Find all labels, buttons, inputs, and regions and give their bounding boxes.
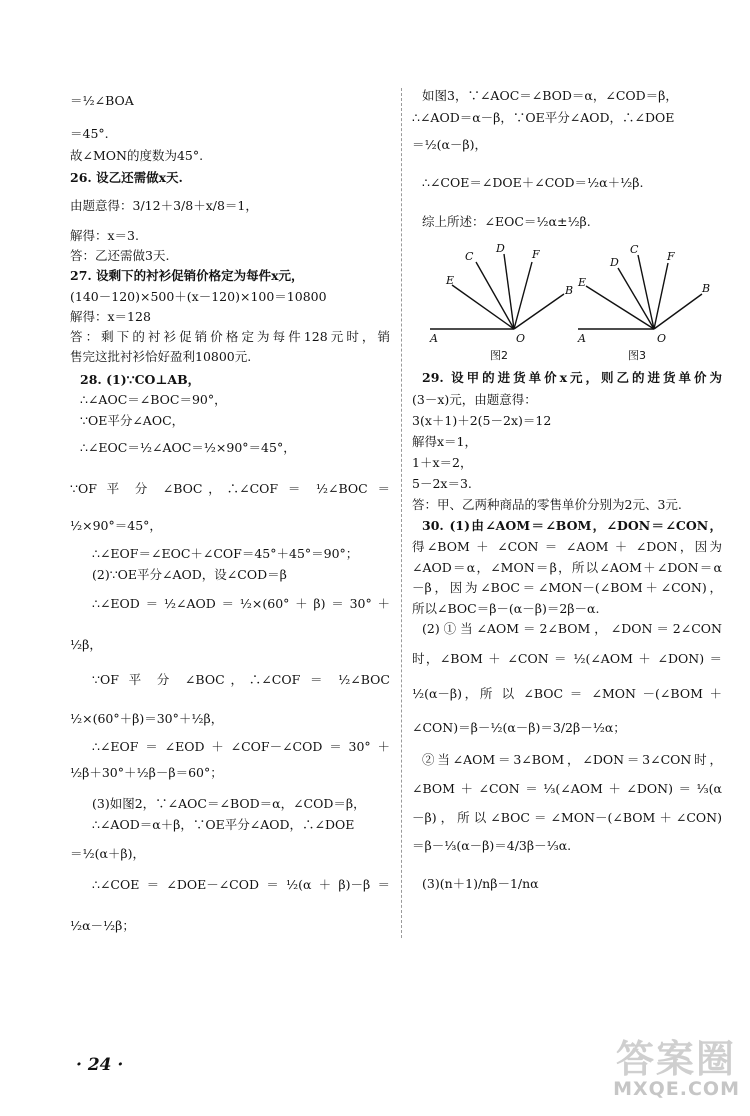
text-line: ∴∠AOD＝α＋β，∵OE平分∠AOD，∴∠DOE xyxy=(92,817,355,832)
label-e: E xyxy=(446,274,455,287)
page-number: · 24 · xyxy=(76,1055,124,1075)
text-line: ∠AOD＝α，∠MON＝β，所以∠AOM＋∠DON＝α xyxy=(412,560,722,575)
problem-28-heading: 28. (1)∵CO⊥AB， xyxy=(80,372,201,387)
text-line: 答：乙还需做3天. xyxy=(70,248,170,263)
text-line: －β，因为∠BOC＝∠MON－(∠BOM＋∠CON)， xyxy=(412,580,722,595)
figure-3-caption: 图3 xyxy=(628,349,646,362)
ray-of xyxy=(654,263,668,329)
watermark-logo-text: 答案圈 xyxy=(615,1037,736,1081)
text-line: 如图3，∵∠AOC＝∠BOD＝α，∠COD＝β， xyxy=(422,88,678,103)
text-line: ∴∠EOD＝½∠AOD＝½×(60°＋β)＝30°＋ xyxy=(92,596,390,611)
label-f: F xyxy=(532,248,540,261)
figure-2-caption: 图2 xyxy=(490,349,508,362)
figure-3-diagram xyxy=(572,238,722,363)
text-line: ＝β－⅓(α－β)＝4/3β－⅓α. xyxy=(412,838,572,853)
text-line: 解得：x＝128 xyxy=(70,309,151,324)
text-line: 5－2x＝3. xyxy=(412,476,472,491)
problem-30-heading: 30. (1)由∠AOM＝∠BOM，∠DON＝∠CON， xyxy=(422,518,722,533)
figure-2-diagram xyxy=(424,238,574,363)
label-c: C xyxy=(465,250,474,263)
text-line: ∵OF 平 分 ∠BOC，∴∠COF ＝ ½∠BOC ＝ xyxy=(70,481,390,496)
text-line: 由题意得：3/12＋3/8＋x/8＝1， xyxy=(70,198,258,213)
text-line: 答：甲、乙两种商品的零售单价分别为2元、3元. xyxy=(412,497,682,512)
text-line: ＝½(α＋β)， xyxy=(70,846,146,861)
label-d: D xyxy=(496,242,505,255)
ray-od xyxy=(618,268,654,329)
text-line: ∵OF 平 分 ∠BOC，∴∠COF ＝ ½∠BOC xyxy=(92,672,390,687)
label-c: C xyxy=(630,243,639,256)
watermark-url: MXQE.COM xyxy=(613,1078,740,1100)
text-line: (3)如图2，∵∠AOC＝∠BOD＝α，∠COD＝β， xyxy=(92,796,366,811)
ray-oc xyxy=(476,262,514,329)
label-d: D xyxy=(610,256,619,269)
label-a: A xyxy=(430,332,438,345)
text-line: ∴∠EOC＝½∠AOC＝½×90°＝45°， xyxy=(80,440,296,455)
text-line: 得∠BOM ＋ ∠CON ＝ ∠AOM ＋ ∠DON，因为 xyxy=(412,539,722,554)
text-line: ½×(60°＋β)＝30°＋½β， xyxy=(70,711,224,726)
text-line: ½(α－β)，所 以 ∠BOC ＝ ∠MON －(∠BOM ＋ xyxy=(412,686,722,701)
text-line: ½×90°＝45°， xyxy=(70,518,162,533)
label-b: B xyxy=(565,284,574,297)
text-line: 故∠MON的度数为45°. xyxy=(70,148,204,163)
text-line: ½β， xyxy=(70,637,102,652)
ray-oe xyxy=(452,285,514,329)
text-line: ∠BOM＋∠CON＝⅓(∠AOM＋∠DON)＝⅓(α xyxy=(412,781,722,796)
text-line: 3(x＋1)＋2(5－2x)＝12 xyxy=(412,413,552,428)
label-e: E xyxy=(578,276,587,289)
text-line: ∠CON)＝β－½(α－β)＝3/2β－½α； xyxy=(412,720,626,735)
text-line: ∴∠AOC＝∠BOC＝90°， xyxy=(80,392,227,407)
text-line: ∵OE平分∠AOC， xyxy=(80,413,185,428)
watermark xyxy=(606,1028,746,1110)
text-line: (3)(n＋1)/nβ－1/nα xyxy=(422,876,539,891)
problem-26-heading: 26. 设乙还需做x天. xyxy=(70,170,183,185)
text-line: 综上所述：∠EOC＝½α±½β. xyxy=(422,214,591,229)
text-line: 所以∠BOC＝β－(α－β)＝2β－α. xyxy=(412,601,600,616)
column-divider xyxy=(401,88,402,938)
problem-27-heading: 27. 设剩下的衬衫促销价格定为每件x元， xyxy=(70,268,304,283)
label-f: F xyxy=(667,250,675,263)
text-line: ＝½(α－β)， xyxy=(412,137,488,152)
text-line: (2)①当∠AOM＝2∠BOM，∠DON＝2∠CON xyxy=(422,621,722,636)
text-line: 时，∠BOM ＋ ∠CON ＝ ½(∠AOM ＋ ∠DON) ＝ xyxy=(412,651,722,666)
text-line: ∴∠EOF＝∠EOC＋∠COF＝45°＋45°＝90°； xyxy=(92,546,359,561)
ray-ob xyxy=(654,294,702,329)
text-line: ∴∠AOD＝α－β，∵OE平分∠AOD，∴∠DOE xyxy=(412,110,675,125)
text-line: ½α－½β； xyxy=(70,918,135,933)
text-line: (2)∵OE平分∠AOD，设∠COD＝β xyxy=(92,567,287,582)
label-o: O xyxy=(516,332,526,345)
ray-oe xyxy=(586,286,654,329)
label-b: B xyxy=(702,282,711,295)
label-a: A xyxy=(578,332,586,345)
ray-od xyxy=(504,254,514,329)
text-line: ∴∠EOF＝∠EOD＋∠COF－∠COD＝30°＋ xyxy=(92,739,390,754)
text-line: 解得：x＝3. xyxy=(70,228,139,243)
label-o: O xyxy=(657,332,667,345)
text-line: 答：剩下的衬衫促销价格定为每件128元时，销 xyxy=(70,329,390,344)
text-line: ∴∠COE＝∠DOE＋∠COD＝½α＋½β. xyxy=(422,175,644,190)
text-line: ＝½∠BOA xyxy=(70,93,134,108)
text-line: (3－x)元，由题意得： xyxy=(412,392,537,407)
text-line: ½β＋30°＋½β－β＝60°； xyxy=(70,765,223,780)
ray-oc xyxy=(638,255,654,329)
text-line: (140－120)×500＋(x－120)×100＝10800 xyxy=(70,289,327,304)
text-line: 解得x＝1， xyxy=(412,434,478,449)
text-line: ∴∠COE＝∠DOE－∠COD＝½(α＋β)－β＝ xyxy=(92,877,390,892)
text-line: －β)，所以∠BOC＝∠MON－(∠BOM＋∠CON) xyxy=(412,810,722,825)
text-line: 1＋x＝2， xyxy=(412,455,473,470)
problem-29-heading: 29. 设甲的进货单价x元，则乙的进货单价为 xyxy=(422,370,722,385)
text-line: ②当∠AOM＝3∠BOM，∠DON＝3∠CON时， xyxy=(422,752,722,767)
text-line: ＝45°. xyxy=(70,126,109,141)
text-line: 售完这批衬衫恰好盈利10800元. xyxy=(70,349,252,364)
